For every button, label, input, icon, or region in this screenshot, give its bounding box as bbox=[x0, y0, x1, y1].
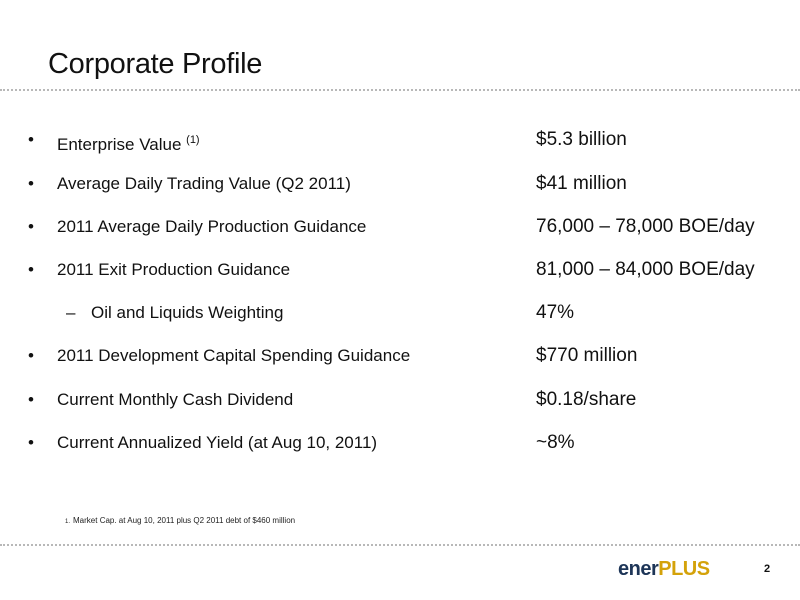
list-item-cash-dividend bbox=[0, 387, 800, 413]
item-value: 76,000 – 78,000 BOE/day bbox=[536, 216, 755, 237]
item-label: 2011 Exit Production Guidance bbox=[57, 260, 291, 279]
footnote bbox=[65, 516, 295, 525]
item-label: Oil and Liquids Weighting bbox=[91, 303, 284, 322]
bullet-icon: • bbox=[28, 346, 34, 365]
bottom-divider bbox=[0, 544, 800, 546]
item-label: Enterprise Value $^{(1)}$ bbox=[57, 134, 200, 154]
logo-text-plus: PLUS bbox=[658, 558, 710, 580]
slide-title: Corporate Profile bbox=[48, 48, 263, 80]
bullet-icon: • bbox=[28, 217, 34, 236]
footnote-number: 1. bbox=[65, 519, 71, 525]
list-item-production-guidance bbox=[0, 214, 800, 240]
item-label: Current Monthly Cash Dividend bbox=[57, 390, 294, 409]
list-item-enterprise-value bbox=[0, 127, 800, 153]
bullet-icon: • bbox=[28, 174, 34, 193]
bullet-icon: • bbox=[28, 390, 34, 409]
item-value: $0.18/share bbox=[536, 389, 637, 410]
item-label: 2011 Average Daily Production Guidance bbox=[57, 217, 367, 236]
bullet-icon: • bbox=[28, 433, 34, 452]
item-label: 2011 Development Capital Spending Guidance bbox=[57, 346, 411, 365]
footnote-marker: (1) bbox=[186, 134, 200, 146]
item-value: 47% bbox=[536, 302, 575, 323]
dash-icon: – bbox=[66, 303, 76, 322]
bullet-icon: • bbox=[28, 260, 34, 279]
list-item-exit-production bbox=[0, 257, 800, 283]
item-value: ~8% bbox=[536, 432, 575, 453]
footnote-text: Market Cap. at Aug 10, 2011 plus Q2 2011 debt of $460 million bbox=[73, 516, 296, 525]
list-item-annualized-yield bbox=[0, 430, 800, 456]
item-label: Current Annualized Yield (at Aug 10, 2011) bbox=[57, 433, 378, 452]
logo-text-ener: ener bbox=[618, 558, 659, 580]
top-divider bbox=[0, 89, 800, 91]
item-value: $5.3 billion bbox=[536, 129, 627, 150]
item-value: $41 million bbox=[536, 173, 627, 194]
list-item-trading-value bbox=[0, 171, 800, 197]
list-item-capital-spending bbox=[0, 343, 800, 369]
list-subitem-liquids-weighting bbox=[0, 300, 800, 326]
item-value: $770 million bbox=[536, 345, 638, 366]
enerplus-logo bbox=[618, 558, 710, 581]
page-number: 2 bbox=[764, 563, 771, 575]
bullet-icon: • bbox=[28, 130, 34, 149]
item-label: Average Daily Trading Value (Q2 2011) bbox=[57, 174, 351, 193]
item-value: 81,000 – 84,000 BOE/day bbox=[536, 259, 755, 280]
